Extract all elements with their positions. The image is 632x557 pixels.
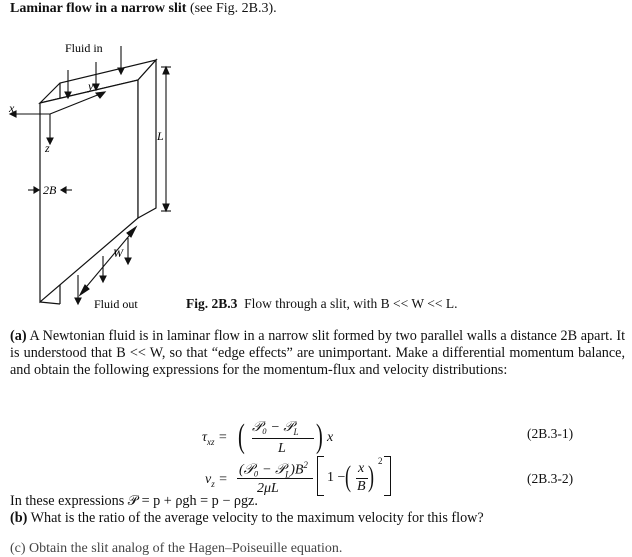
- eq2-frac-denominator: B: [357, 479, 366, 494]
- part-a-label: (a): [10, 328, 27, 344]
- part-b-label: (b): [10, 510, 28, 526]
- eq2-numerator-sup: 2: [303, 460, 308, 470]
- dimension-W-label: W: [113, 246, 123, 260]
- definition-line: In these expressions 𝒫 = p + ρgh = p − ρgz.: [10, 493, 258, 509]
- eq2-denominator: 2μL: [257, 481, 279, 496]
- eq2-fraction-bar: [237, 478, 313, 479]
- figure-caption: [186, 296, 457, 312]
- fluid-out-label: Fluid out: [94, 297, 138, 311]
- eq2-square: 2: [378, 456, 383, 466]
- title-bold: Laminar flow in a narrow slit: [10, 1, 187, 16]
- part-c-cutoff-line: (c) Obtain the slit analog of the Hagen–Poiseuille equation.: [10, 541, 343, 556]
- eq2-frac-numerator: x: [358, 461, 365, 476]
- eq1-tau: τ: [202, 430, 208, 445]
- part-a-text: A Newtonian fluid is in laminar flow in a narrow slit formed by two parallel walls a distance 2B apart. It is understood that B << W, so that “edge effects” are unimportant. Make a differential momentum balance, and obtain the following expressions for the momentum-flux and velocity distributions:: [10, 328, 626, 378]
- part-a-paragraph: [10, 328, 625, 379]
- eq2-one-minus: 1 −: [327, 470, 346, 485]
- figure-caption-text: Flow through a slit, with B << W << L.: [244, 296, 458, 311]
- x-axis-label: x: [9, 101, 15, 115]
- figure-caption-label: Fig. 2B.3: [186, 296, 238, 311]
- slit-side-face: [138, 60, 156, 218]
- eq1-x: x: [327, 430, 334, 445]
- eq1-number: (2B.3-1): [527, 426, 574, 441]
- eq1-tau-subscript: xz: [207, 436, 215, 447]
- eq1-numerator: 𝒫₀ − 𝒫: [252, 420, 294, 435]
- eq2-numerator-tail: )B: [290, 462, 304, 478]
- eq2-bracket-left: [317, 456, 324, 496]
- eq2-paren-left: (: [345, 460, 351, 493]
- slit-bottom-edge: [40, 302, 60, 304]
- eq1-numerator-subscript: L: [293, 426, 299, 437]
- eq2-numerator: (𝒫₀ − 𝒫: [239, 462, 286, 478]
- eq1-denominator: L: [278, 441, 286, 456]
- eq2-numerator-subscript: L: [285, 469, 291, 480]
- dimension-2B-label: 2B: [43, 183, 57, 197]
- eq2-paren-right: ): [368, 460, 374, 493]
- dimension-L-label: L: [157, 129, 164, 143]
- problem-title: [10, 1, 277, 17]
- y-axis-label: y: [88, 79, 94, 93]
- part-b-paragraph: [10, 510, 484, 527]
- part-b-text: What is the ratio of the average velocity to the maximum velocity for this flow?: [30, 510, 484, 526]
- eq1-paren-right: ): [316, 418, 323, 455]
- eq2-v: v: [205, 472, 212, 487]
- eq2-bracket-right: [384, 456, 391, 496]
- slit-flow-diagram: [0, 30, 632, 315]
- fluid-in-label: Fluid in: [65, 41, 103, 55]
- title-rest: (see Fig. 2B.3).: [186, 1, 277, 16]
- eq1-fraction-bar: [252, 438, 314, 439]
- eq2-number: (2B.3-2): [527, 471, 574, 486]
- eq1-paren-left: (: [238, 418, 245, 455]
- z-axis-label: z: [45, 141, 50, 155]
- eq2-v-subscript: z: [211, 478, 215, 489]
